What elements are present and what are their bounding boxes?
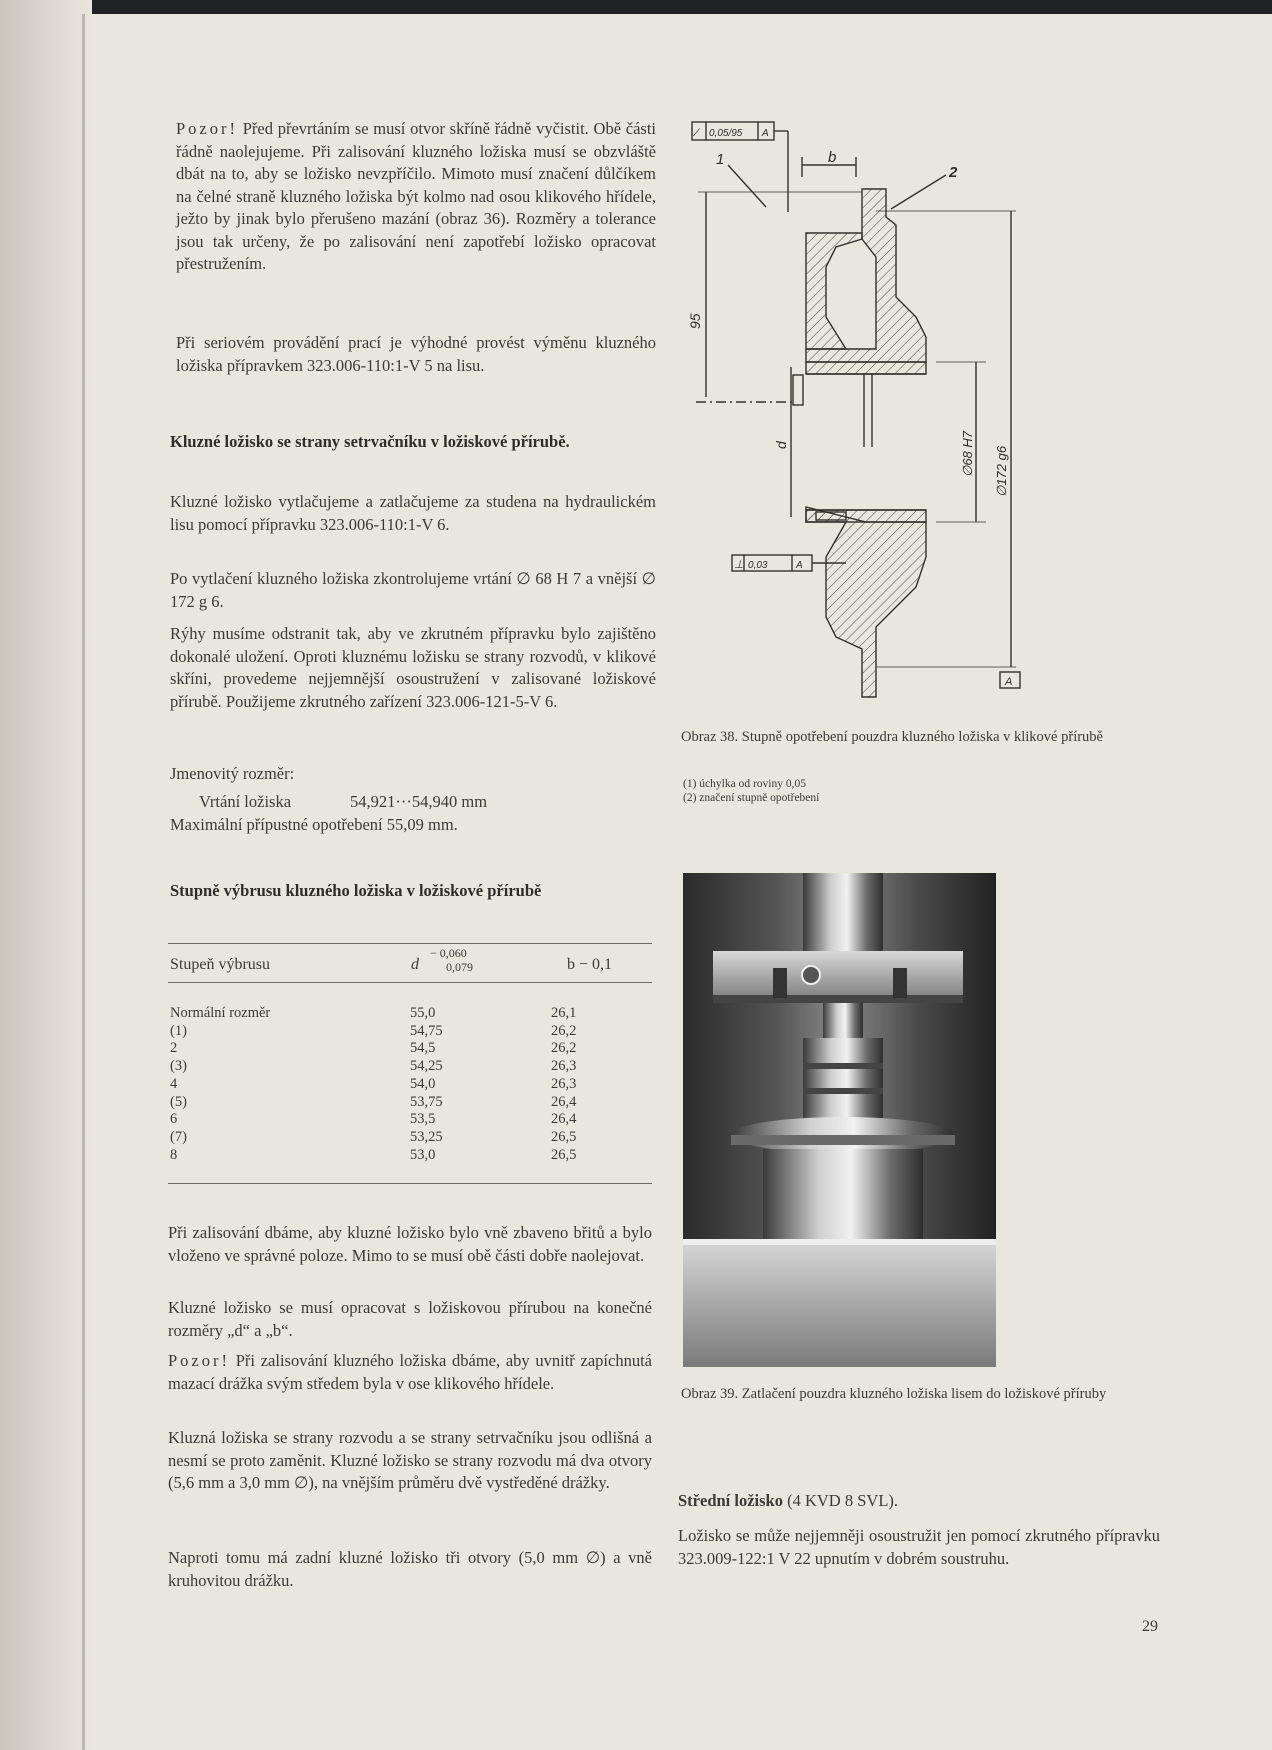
pozor-text: Před převrtáním se musí otvor skříně řádně vyčistit. Obě části řádně naolejujeme. Při zalisování kluzného ložiska musí se obzvláště dbát na to, aby se ložisko nevzpříčilo. Mimoto musí značení důlčíkem na čelné straně kluzného ložiska být kolmo nad osou klikového hřídele, ježto by jinak bylo přerušeno mazání (obraz 36). Rozměry a tolerance jsou tak určeny, že po zalisování není zapotřebí ložisko opracovat přestružením.	[176, 119, 656, 273]
paragraph-center-bearing: Ložisko se může nejjemněji osoustružit jen pomocí zkrutného přípravku 323.009-122:1 V 22 upnutím v dobrém soustruhu.	[678, 1526, 1160, 1568]
paragraph-finish: Kluzné ložisko se musí opracovat s ložiskovou přírubou na konečné rozměry „d“ a „b“.	[168, 1298, 652, 1340]
gutter-fold	[82, 14, 85, 1750]
pozor-text-2: Při zalisování kluzného ložiska dbáme, aby uvnitř zapíchnutá mazací drážka svým středem byla v ose klikového hřídele.	[168, 1351, 652, 1393]
callout-top-symbol: ⁄	[696, 127, 698, 139]
dim-172: ∅172 g6	[994, 445, 1009, 497]
callout-bottom-datum: A	[796, 560, 803, 571]
callout-top-datum: A	[762, 128, 769, 139]
table-cell: 54,0	[410, 1075, 436, 1092]
figure-38-caption: Obraz 38. Stupně opotřebení pouzdra kluzného ložiska v klikové přírubě	[681, 729, 1103, 745]
figure-38-note-2: (2) značení stupně opotřebení	[683, 792, 820, 804]
table-cell: (1)	[170, 1022, 187, 1039]
dim-d: d	[773, 441, 789, 449]
table-cell: 26,1	[551, 1005, 577, 1021]
dim-95: 95	[687, 313, 703, 329]
table-header-d-tol-bot: 0,079	[446, 960, 473, 974]
paragraph-rear-bearing: Naproti tomu má zadní kluzné ložisko tři otvory (5,0 mm ∅) a vně kruhovitou drážku.	[168, 1548, 652, 1590]
table-cell: 53,75	[410, 1093, 443, 1110]
table-rule-top	[168, 943, 652, 944]
table-cell: 26,3	[551, 1058, 577, 1075]
table-cell: 55,0	[410, 1005, 436, 1021]
table-cell: 54,25	[410, 1058, 443, 1075]
pozor-lead-2: Pozor!	[168, 1351, 230, 1370]
table-cell: 6	[170, 1111, 178, 1128]
table-cell: Normální rozměr	[170, 1005, 271, 1021]
figure-39-photo	[683, 873, 996, 1367]
callout-bottom-value: 0,03	[748, 560, 768, 571]
page-number: 29	[1142, 1618, 1158, 1635]
table-cell: 26,5	[551, 1146, 577, 1163]
paragraph-press: Kluzné ložisko vytlačujeme a zatlačujeme za studena na hydraulickém lisu pomocí přípravku 323.006-110:1-V 6.	[170, 492, 656, 534]
datum-letter: A	[1005, 676, 1013, 688]
figure-38-note-1: (1) úchylka od roviny 0,05	[683, 778, 806, 790]
table-header-step: Stupeň výbrusu	[170, 956, 270, 973]
table-header-b: b − 0,1	[567, 956, 613, 973]
label-1: 1	[716, 151, 725, 168]
dim-68: ∅68 H7	[960, 430, 975, 477]
table-cell: (7)	[170, 1128, 187, 1145]
table-cell: 54,75	[410, 1022, 443, 1039]
table-rule-bottom	[168, 1183, 652, 1184]
figure-38-drawing	[686, 117, 1046, 721]
table-cell: 26,2	[551, 1040, 577, 1057]
table-cell: 26,4	[551, 1111, 577, 1128]
paragraph-check-bore: Po vytlačení kluzného ložiska zkontrolujeme vrtání ∅ 68 H 7 a vnější ∅ 172 g 6.	[170, 569, 656, 611]
table-cell: 26,3	[551, 1075, 577, 1092]
paragraph-pozor-2	[168, 1350, 652, 1395]
max-wear: Maximální přípustné opotřebení 55,09 mm.	[170, 815, 458, 834]
table-cell: 53,5	[410, 1111, 436, 1128]
table-cell: 54,5	[410, 1040, 436, 1057]
paragraph-press-care: Při zalisování dbáme, aby kluzné ložisko bylo vně zbaveno břitů a bylo vloženo ve správné poloze. Mimo to se musí obě části dobře naolejovat.	[168, 1223, 652, 1265]
table-header-d: d	[411, 956, 419, 973]
table-cell: 53,0	[410, 1146, 436, 1163]
table-cell: (5)	[170, 1093, 187, 1110]
heading-flywheel-bearing: Kluzné ložisko se strany setrvačníku v ložiskové přírubě.	[170, 432, 570, 451]
label-2: 2	[949, 164, 958, 181]
table-cell: 8	[170, 1146, 178, 1163]
bore-label: Vrtání ložiska	[199, 792, 292, 811]
table-cell: 4	[170, 1075, 178, 1092]
heading-grinding-steps: Stupně výbrusu kluzného ložiska v ložiskové přírubě	[170, 881, 542, 900]
paragraph-differences: Kluzná ložiska se strany rozvodu a se strany setrvačníku jsou odlišná a nesmí se proto zaměnit. Kluzné ložisko se strany rozvodu má dva otvory (5,6 mm a 3,0 mm ∅), na vnějším průměru dvě vystředěné drážky.	[168, 1428, 652, 1492]
center-bearing-model: (4 KVD 8 SVL).	[782, 1491, 899, 1510]
pozor-lead: Pozor!	[176, 119, 238, 138]
paragraph-grooves: Rýhy musíme odstranit tak, aby ve zkrutném přípravku bylo zajištěno dokonalé uložení. Oproti kluznému ložisku se strany rozvodů, v klikové skříni, provedeme nejjemnější osoustružení v zalisované ložiskové přírubě. Použijeme zkrutného zařízení 323.006-121-5-V 6.	[170, 624, 656, 711]
table-cell: 26,5	[551, 1128, 577, 1145]
callout-top-value: 0,05/95	[709, 128, 743, 139]
label-b: b	[828, 149, 837, 166]
table-cell: 53,25	[410, 1128, 443, 1145]
nominal-label: Jmenovitý rozměr:	[170, 764, 295, 783]
table-cell: (3)	[170, 1058, 187, 1075]
book-gutter	[0, 0, 92, 1750]
table-cell: 2	[170, 1040, 178, 1057]
table-rule-mid	[168, 982, 652, 983]
center-bearing-bold: Střední ložisko	[678, 1491, 783, 1510]
heading-center-bearing	[678, 1490, 1168, 1513]
page-top-edge	[0, 0, 1272, 14]
table-cell: 26,2	[551, 1022, 577, 1039]
bore-value: 54,921···54,940 mm	[350, 792, 488, 811]
table-cell: 26,4	[551, 1093, 577, 1110]
callout-bottom-symbol: ⊥	[734, 559, 744, 571]
table-header-d-tol-top: − 0,060	[430, 946, 467, 960]
figure-39-caption: Obraz 39. Zatlačení pouzdra kluzného ložiska lisem do ložiskové příruby	[681, 1386, 1107, 1402]
paragraph-pozor-1	[176, 118, 656, 276]
paragraph-serial: Při seriovém provádění prací je výhodné provést výměnu kluzného ložiska přípravkem 323.006-110:1-V 5 na lisu.	[176, 333, 656, 375]
